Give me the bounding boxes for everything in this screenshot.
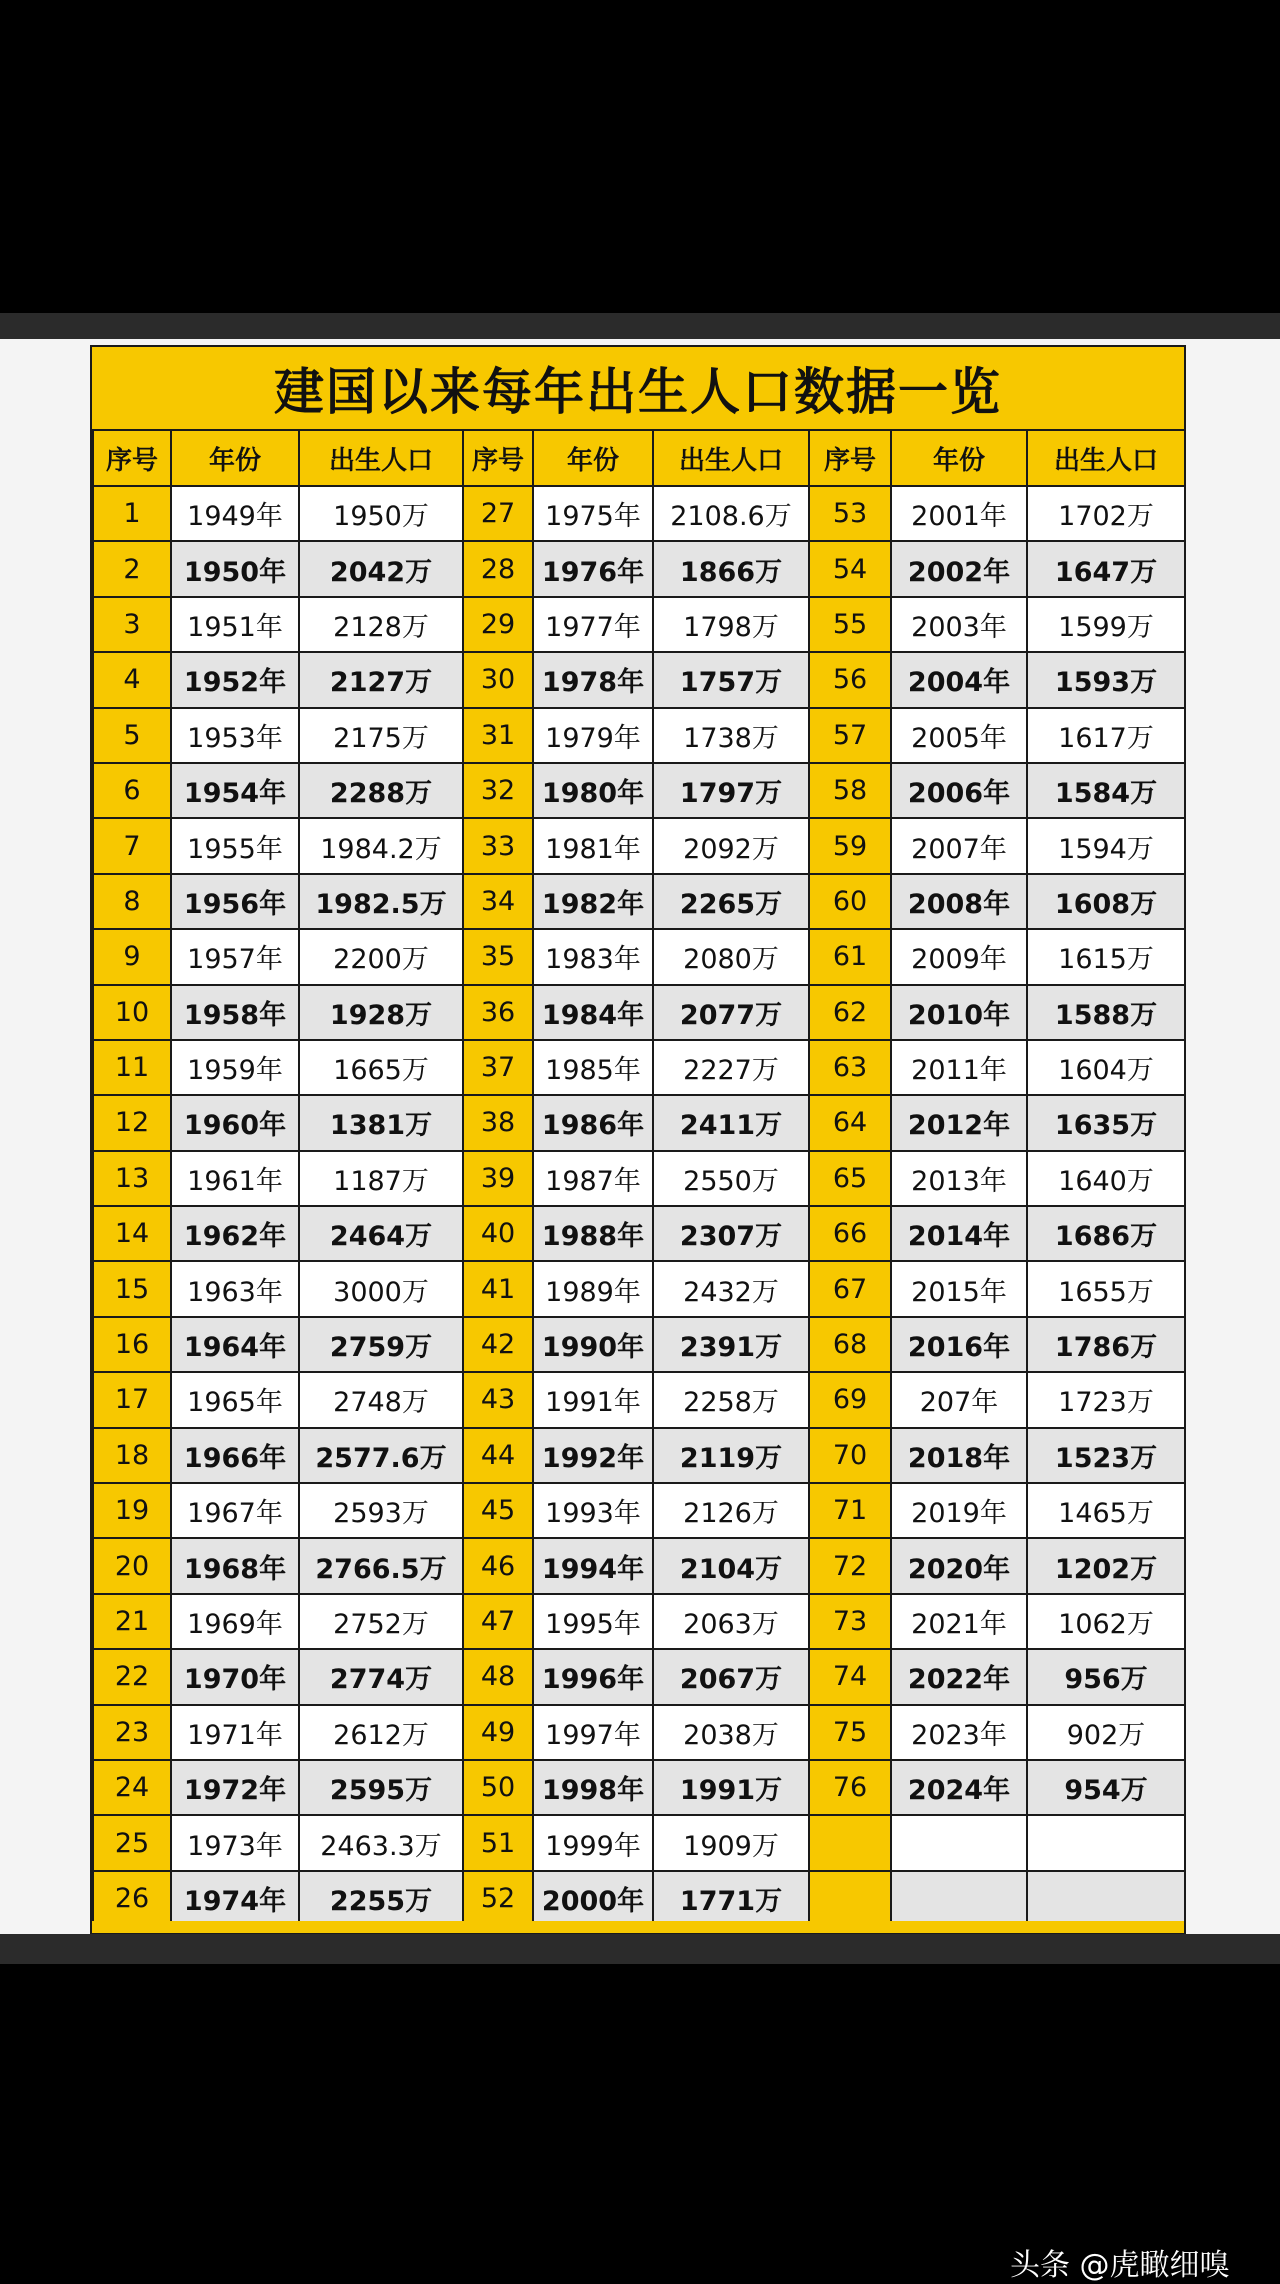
- births-cell: 2126万: [653, 1483, 809, 1538]
- seq-cell: 54: [809, 541, 891, 596]
- births-cell: 1593万: [1027, 652, 1185, 707]
- year-cell: 2002年: [891, 541, 1027, 596]
- table-row: [93, 985, 1185, 1040]
- seq-cell: 31: [463, 708, 533, 763]
- year-cell: 2016年: [891, 1317, 1027, 1372]
- sheet-bottom-strip: [92, 1921, 1184, 1933]
- year-cell: [891, 1871, 1027, 1926]
- births-cell: 1647万: [1027, 541, 1185, 596]
- births-cell: 2307万: [653, 1206, 809, 1261]
- year-cell: 1989年: [533, 1261, 653, 1316]
- births-cell: 2432万: [653, 1261, 809, 1316]
- header-births: 出生人口: [653, 430, 809, 486]
- births-cell: 1686万: [1027, 1206, 1185, 1261]
- seq-cell: 39: [463, 1151, 533, 1206]
- seq-cell: 33: [463, 818, 533, 873]
- seq-cell: 67: [809, 1261, 891, 1316]
- seq-cell: [809, 1815, 891, 1870]
- year-cell: 2024年: [891, 1760, 1027, 1815]
- year-cell: 1991年: [533, 1372, 653, 1427]
- seq-cell: 8: [93, 874, 171, 929]
- seq-cell: 19: [93, 1483, 171, 1538]
- seq-cell: 4: [93, 652, 171, 707]
- seq-cell: 36: [463, 985, 533, 1040]
- table-row: [93, 818, 1185, 873]
- year-cell: 2004年: [891, 652, 1027, 707]
- year-cell: 2001年: [891, 486, 1027, 541]
- births-cell: 1599万: [1027, 597, 1185, 652]
- births-cell: 1062万: [1027, 1594, 1185, 1649]
- year-cell: 1958年: [171, 985, 299, 1040]
- seq-cell: 75: [809, 1705, 891, 1760]
- header-year: 年份: [891, 430, 1027, 486]
- seq-cell: 34: [463, 874, 533, 929]
- seq-cell: [809, 1871, 891, 1926]
- seq-cell: 40: [463, 1206, 533, 1261]
- top-black-band: [0, 0, 1280, 313]
- header-seq: 序号: [809, 430, 891, 486]
- year-cell: 1977年: [533, 597, 653, 652]
- table-row: [93, 874, 1185, 929]
- births-cell: 2175万: [299, 708, 463, 763]
- seq-cell: 50: [463, 1760, 533, 1815]
- seq-cell: 7: [93, 818, 171, 873]
- year-cell: 1963年: [171, 1261, 299, 1316]
- birth-population-table: [92, 429, 1186, 1927]
- births-cell: 1523万: [1027, 1428, 1185, 1483]
- births-cell: 1798万: [653, 597, 809, 652]
- seq-cell: 22: [93, 1649, 171, 1704]
- births-cell: 1187万: [299, 1151, 463, 1206]
- births-cell: 1984.2万: [299, 818, 463, 873]
- births-cell: 2463.3万: [299, 1815, 463, 1870]
- year-cell: 1957年: [171, 929, 299, 984]
- seq-cell: 74: [809, 1649, 891, 1704]
- births-cell: 1757万: [653, 652, 809, 707]
- year-cell: 1974年: [171, 1871, 299, 1926]
- seq-cell: 62: [809, 985, 891, 1040]
- seq-cell: 66: [809, 1206, 891, 1261]
- seq-cell: 48: [463, 1649, 533, 1704]
- births-cell: 2258万: [653, 1372, 809, 1427]
- births-cell: 1702万: [1027, 486, 1185, 541]
- year-cell: 2015年: [891, 1261, 1027, 1316]
- births-cell: 954万: [1027, 1760, 1185, 1815]
- births-cell: 1738万: [653, 708, 809, 763]
- table-row: [93, 1261, 1185, 1316]
- seq-cell: 11: [93, 1040, 171, 1095]
- year-cell: 1994年: [533, 1538, 653, 1593]
- seq-cell: 44: [463, 1428, 533, 1483]
- births-cell: 1381万: [299, 1095, 463, 1150]
- seq-cell: 49: [463, 1705, 533, 1760]
- births-cell: 1635万: [1027, 1095, 1185, 1150]
- year-cell: 2000年: [533, 1871, 653, 1926]
- watermark-text: 头条 @虎瞰细嗅: [1010, 2248, 1230, 2283]
- births-cell: 2255万: [299, 1871, 463, 1926]
- seq-cell: 18: [93, 1428, 171, 1483]
- table-row: [93, 1040, 1185, 1095]
- year-cell: 1992年: [533, 1428, 653, 1483]
- year-cell: 1982年: [533, 874, 653, 929]
- births-cell: 1991万: [653, 1760, 809, 1815]
- births-cell: 2038万: [653, 1705, 809, 1760]
- year-cell: 1956年: [171, 874, 299, 929]
- table-row: [93, 1815, 1185, 1870]
- year-cell: 2006年: [891, 763, 1027, 818]
- seq-cell: 76: [809, 1760, 891, 1815]
- births-cell: 3000万: [299, 1261, 463, 1316]
- seq-cell: 56: [809, 652, 891, 707]
- births-cell: 2748万: [299, 1372, 463, 1427]
- births-cell: 1584万: [1027, 763, 1185, 818]
- births-cell: 2612万: [299, 1705, 463, 1760]
- births-cell: 1655万: [1027, 1261, 1185, 1316]
- year-cell: 1980年: [533, 763, 653, 818]
- births-cell: 1723万: [1027, 1372, 1185, 1427]
- year-cell: 2009年: [891, 929, 1027, 984]
- seq-cell: 42: [463, 1317, 533, 1372]
- year-cell: 2014年: [891, 1206, 1027, 1261]
- year-cell: 1952年: [171, 652, 299, 707]
- births-cell: 2577.6万: [299, 1428, 463, 1483]
- births-cell: 1604万: [1027, 1040, 1185, 1095]
- year-cell: 1959年: [171, 1040, 299, 1095]
- births-cell: 1982.5万: [299, 874, 463, 929]
- births-cell: 2391万: [653, 1317, 809, 1372]
- table-row: [93, 541, 1185, 596]
- year-cell: 2018年: [891, 1428, 1027, 1483]
- seq-cell: 73: [809, 1594, 891, 1649]
- births-cell: 1665万: [299, 1040, 463, 1095]
- seq-cell: 9: [93, 929, 171, 984]
- births-cell: 1797万: [653, 763, 809, 818]
- seq-cell: 60: [809, 874, 891, 929]
- year-cell: 1983年: [533, 929, 653, 984]
- seq-cell: 68: [809, 1317, 891, 1372]
- seq-cell: 58: [809, 763, 891, 818]
- year-cell: 1987年: [533, 1151, 653, 1206]
- year-cell: 1973年: [171, 1815, 299, 1870]
- table-row: [93, 597, 1185, 652]
- seq-cell: 69: [809, 1372, 891, 1427]
- births-cell: 2042万: [299, 541, 463, 596]
- year-cell: 1978年: [533, 652, 653, 707]
- table-row: [93, 1095, 1185, 1150]
- year-cell: 1972年: [171, 1760, 299, 1815]
- header-year: 年份: [171, 430, 299, 486]
- year-cell: 1962年: [171, 1206, 299, 1261]
- seq-cell: 27: [463, 486, 533, 541]
- year-cell: 2022年: [891, 1649, 1027, 1704]
- table-row: [93, 763, 1185, 818]
- year-cell: 2007年: [891, 818, 1027, 873]
- table-row: [93, 1372, 1185, 1427]
- seq-cell: 45: [463, 1483, 533, 1538]
- year-cell: 1970年: [171, 1649, 299, 1704]
- births-cell: 2063万: [653, 1594, 809, 1649]
- births-cell: 2067万: [653, 1649, 809, 1704]
- year-cell: 1986年: [533, 1095, 653, 1150]
- year-cell: 1953年: [171, 708, 299, 763]
- seq-cell: 13: [93, 1151, 171, 1206]
- table-row: [93, 708, 1185, 763]
- table-row: [93, 1428, 1185, 1483]
- seq-cell: 52: [463, 1871, 533, 1926]
- births-cell: 1465万: [1027, 1483, 1185, 1538]
- year-cell: 1999年: [533, 1815, 653, 1870]
- births-cell: 2759万: [299, 1317, 463, 1372]
- births-cell: 1615万: [1027, 929, 1185, 984]
- year-cell: 1988年: [533, 1206, 653, 1261]
- year-cell: 2023年: [891, 1705, 1027, 1760]
- births-cell: 2288万: [299, 763, 463, 818]
- header-births: 出生人口: [299, 430, 463, 486]
- table-row: [93, 929, 1185, 984]
- year-cell: 1969年: [171, 1594, 299, 1649]
- year-cell: 1995年: [533, 1594, 653, 1649]
- seq-cell: 71: [809, 1483, 891, 1538]
- births-cell: 1909万: [653, 1815, 809, 1870]
- page-title: 建国以来每年出生人口数据一览: [274, 363, 1002, 421]
- births-cell: 1594万: [1027, 818, 1185, 873]
- seq-cell: 2: [93, 541, 171, 596]
- year-cell: 2021年: [891, 1594, 1027, 1649]
- table-row: [93, 486, 1185, 541]
- table-row: [93, 1538, 1185, 1593]
- year-cell: 1985年: [533, 1040, 653, 1095]
- header-seq: 序号: [463, 430, 533, 486]
- photo-frame-top: [0, 313, 1280, 339]
- births-cell: [1027, 1871, 1185, 1926]
- year-cell: 2008年: [891, 874, 1027, 929]
- births-cell: 2265万: [653, 874, 809, 929]
- births-cell: 1588万: [1027, 985, 1185, 1040]
- header-year: 年份: [533, 430, 653, 486]
- births-cell: 2464万: [299, 1206, 463, 1261]
- seq-cell: 10: [93, 985, 171, 1040]
- births-cell: 2092万: [653, 818, 809, 873]
- year-cell: 2011年: [891, 1040, 1027, 1095]
- seq-cell: 37: [463, 1040, 533, 1095]
- seq-cell: 72: [809, 1538, 891, 1593]
- births-cell: 2411万: [653, 1095, 809, 1150]
- year-cell: 1966年: [171, 1428, 299, 1483]
- year-cell: 1968年: [171, 1538, 299, 1593]
- year-cell: 2003年: [891, 597, 1027, 652]
- births-cell: 2200万: [299, 929, 463, 984]
- header-row: [93, 430, 1185, 486]
- seq-cell: 57: [809, 708, 891, 763]
- header-seq: 序号: [93, 430, 171, 486]
- seq-cell: 24: [93, 1760, 171, 1815]
- year-cell: 1976年: [533, 541, 653, 596]
- seq-cell: 16: [93, 1317, 171, 1372]
- year-cell: 1965年: [171, 1372, 299, 1427]
- births-cell: 2080万: [653, 929, 809, 984]
- births-cell: 956万: [1027, 1649, 1185, 1704]
- table-row: [93, 1594, 1185, 1649]
- year-cell: 2020年: [891, 1538, 1027, 1593]
- year-cell: 1971年: [171, 1705, 299, 1760]
- seq-cell: 46: [463, 1538, 533, 1593]
- births-cell: 2128万: [299, 597, 463, 652]
- year-cell: 1997年: [533, 1705, 653, 1760]
- births-cell: 2593万: [299, 1483, 463, 1538]
- year-cell: 1975年: [533, 486, 653, 541]
- seq-cell: 53: [809, 486, 891, 541]
- births-cell: 2752万: [299, 1594, 463, 1649]
- photo-frame-bottom: [0, 1934, 1280, 1964]
- seq-cell: 70: [809, 1428, 891, 1483]
- births-cell: 1608万: [1027, 874, 1185, 929]
- seq-cell: 14: [93, 1206, 171, 1261]
- births-cell: 1866万: [653, 541, 809, 596]
- seq-cell: 21: [93, 1594, 171, 1649]
- year-cell: 1954年: [171, 763, 299, 818]
- births-cell: 1640万: [1027, 1151, 1185, 1206]
- seq-cell: 63: [809, 1040, 891, 1095]
- seq-cell: 35: [463, 929, 533, 984]
- seq-cell: 43: [463, 1372, 533, 1427]
- year-cell: 2005年: [891, 708, 1027, 763]
- birth-data-sheet: [90, 345, 1186, 1935]
- year-cell: 1996年: [533, 1649, 653, 1704]
- seq-cell: 6: [93, 763, 171, 818]
- seq-cell: 15: [93, 1261, 171, 1316]
- births-cell: 1202万: [1027, 1538, 1185, 1593]
- year-cell: 1964年: [171, 1317, 299, 1372]
- births-cell: 2108.6万: [653, 486, 809, 541]
- year-cell: 1960年: [171, 1095, 299, 1150]
- year-cell: 1950年: [171, 541, 299, 596]
- seq-cell: 61: [809, 929, 891, 984]
- year-cell: 2019年: [891, 1483, 1027, 1538]
- seq-cell: 20: [93, 1538, 171, 1593]
- seq-cell: 17: [93, 1372, 171, 1427]
- seq-cell: 51: [463, 1815, 533, 1870]
- year-cell: 1949年: [171, 486, 299, 541]
- table-row: [93, 1760, 1185, 1815]
- seq-cell: 3: [93, 597, 171, 652]
- year-cell: 2013年: [891, 1151, 1027, 1206]
- seq-cell: 1: [93, 486, 171, 541]
- seq-cell: 23: [93, 1705, 171, 1760]
- seq-cell: 26: [93, 1871, 171, 1926]
- table-row: [93, 652, 1185, 707]
- births-cell: 1950万: [299, 486, 463, 541]
- year-cell: 1961年: [171, 1151, 299, 1206]
- seq-cell: 12: [93, 1095, 171, 1150]
- seq-cell: 47: [463, 1594, 533, 1649]
- table-row: [93, 1649, 1185, 1704]
- seq-cell: 28: [463, 541, 533, 596]
- births-cell: 902万: [1027, 1705, 1185, 1760]
- table-row: [93, 1206, 1185, 1261]
- year-cell: 1967年: [171, 1483, 299, 1538]
- seq-cell: 55: [809, 597, 891, 652]
- table-row: [93, 1871, 1185, 1926]
- births-cell: 1928万: [299, 985, 463, 1040]
- table-row: [93, 1705, 1185, 1760]
- births-cell: 2104万: [653, 1538, 809, 1593]
- year-cell: 1998年: [533, 1760, 653, 1815]
- seq-cell: 32: [463, 763, 533, 818]
- seq-cell: 41: [463, 1261, 533, 1316]
- year-cell: 1990年: [533, 1317, 653, 1372]
- year-cell: 2012年: [891, 1095, 1027, 1150]
- seq-cell: 5: [93, 708, 171, 763]
- births-cell: 2127万: [299, 652, 463, 707]
- table-row: [93, 1151, 1185, 1206]
- births-cell: 2077万: [653, 985, 809, 1040]
- table-row: [93, 1317, 1185, 1372]
- header-births: 出生人口: [1027, 430, 1185, 486]
- births-cell: [1027, 1815, 1185, 1870]
- births-cell: 2550万: [653, 1151, 809, 1206]
- year-cell: 1981年: [533, 818, 653, 873]
- births-cell: 2119万: [653, 1428, 809, 1483]
- seq-cell: 59: [809, 818, 891, 873]
- seq-cell: 25: [93, 1815, 171, 1870]
- year-cell: 1993年: [533, 1483, 653, 1538]
- seq-cell: 38: [463, 1095, 533, 1150]
- births-cell: 1786万: [1027, 1317, 1185, 1372]
- births-cell: 2227万: [653, 1040, 809, 1095]
- year-cell: 2010年: [891, 985, 1027, 1040]
- births-cell: 1617万: [1027, 708, 1185, 763]
- year-cell: 1955年: [171, 818, 299, 873]
- births-cell: 2774万: [299, 1649, 463, 1704]
- year-cell: 1979年: [533, 708, 653, 763]
- births-cell: 1771万: [653, 1871, 809, 1926]
- year-cell: 1984年: [533, 985, 653, 1040]
- table-row: [93, 1483, 1185, 1538]
- year-cell: [891, 1815, 1027, 1870]
- year-cell: 207年: [891, 1372, 1027, 1427]
- year-cell: 1951年: [171, 597, 299, 652]
- seq-cell: 29: [463, 597, 533, 652]
- seq-cell: 30: [463, 652, 533, 707]
- seq-cell: 64: [809, 1095, 891, 1150]
- seq-cell: 65: [809, 1151, 891, 1206]
- births-cell: 2595万: [299, 1760, 463, 1815]
- births-cell: 2766.5万: [299, 1538, 463, 1593]
